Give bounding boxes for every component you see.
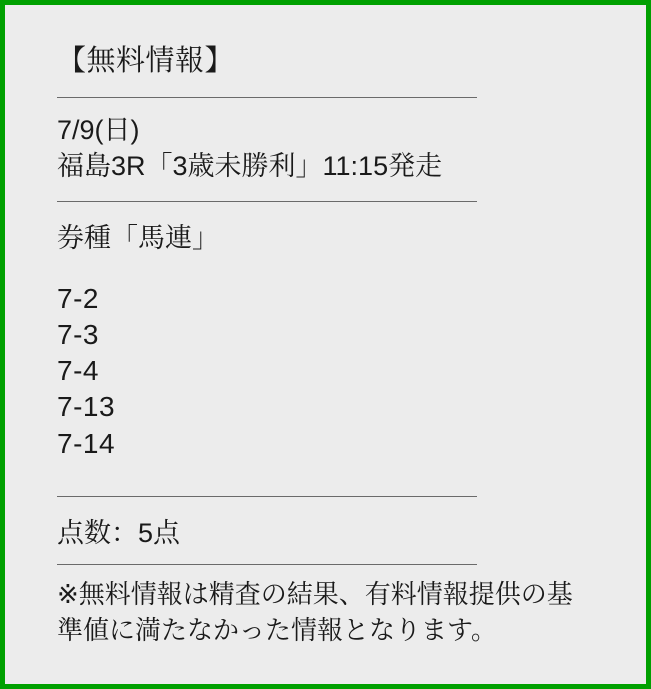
race-info [57, 112, 594, 185]
list-item: 7-4 [57, 355, 99, 387]
point-count: 点数：5点 [57, 517, 181, 548]
page-title: 【無料情報】 [57, 45, 235, 77]
race-date: 7/9(日) [57, 114, 140, 145]
divider-count [57, 564, 477, 565]
list-item: 7-14 [57, 427, 116, 459]
divider-race [57, 201, 477, 202]
race-detail: 福島3R「3歳未勝利」11:15発走 [57, 151, 443, 182]
divider-top [57, 97, 477, 98]
list-item: 7-3 [57, 319, 99, 351]
bet-type: 券種「馬連」 [57, 223, 219, 254]
list-item: 7-2 [57, 283, 99, 315]
combination-list [57, 281, 594, 462]
divider-combos [57, 496, 477, 497]
list-item: 7-13 [57, 391, 116, 423]
disclaimer-note: ※無料情報は精査の結果、有料情報提供の基準値に満たなかった情報となります。 [57, 578, 573, 645]
